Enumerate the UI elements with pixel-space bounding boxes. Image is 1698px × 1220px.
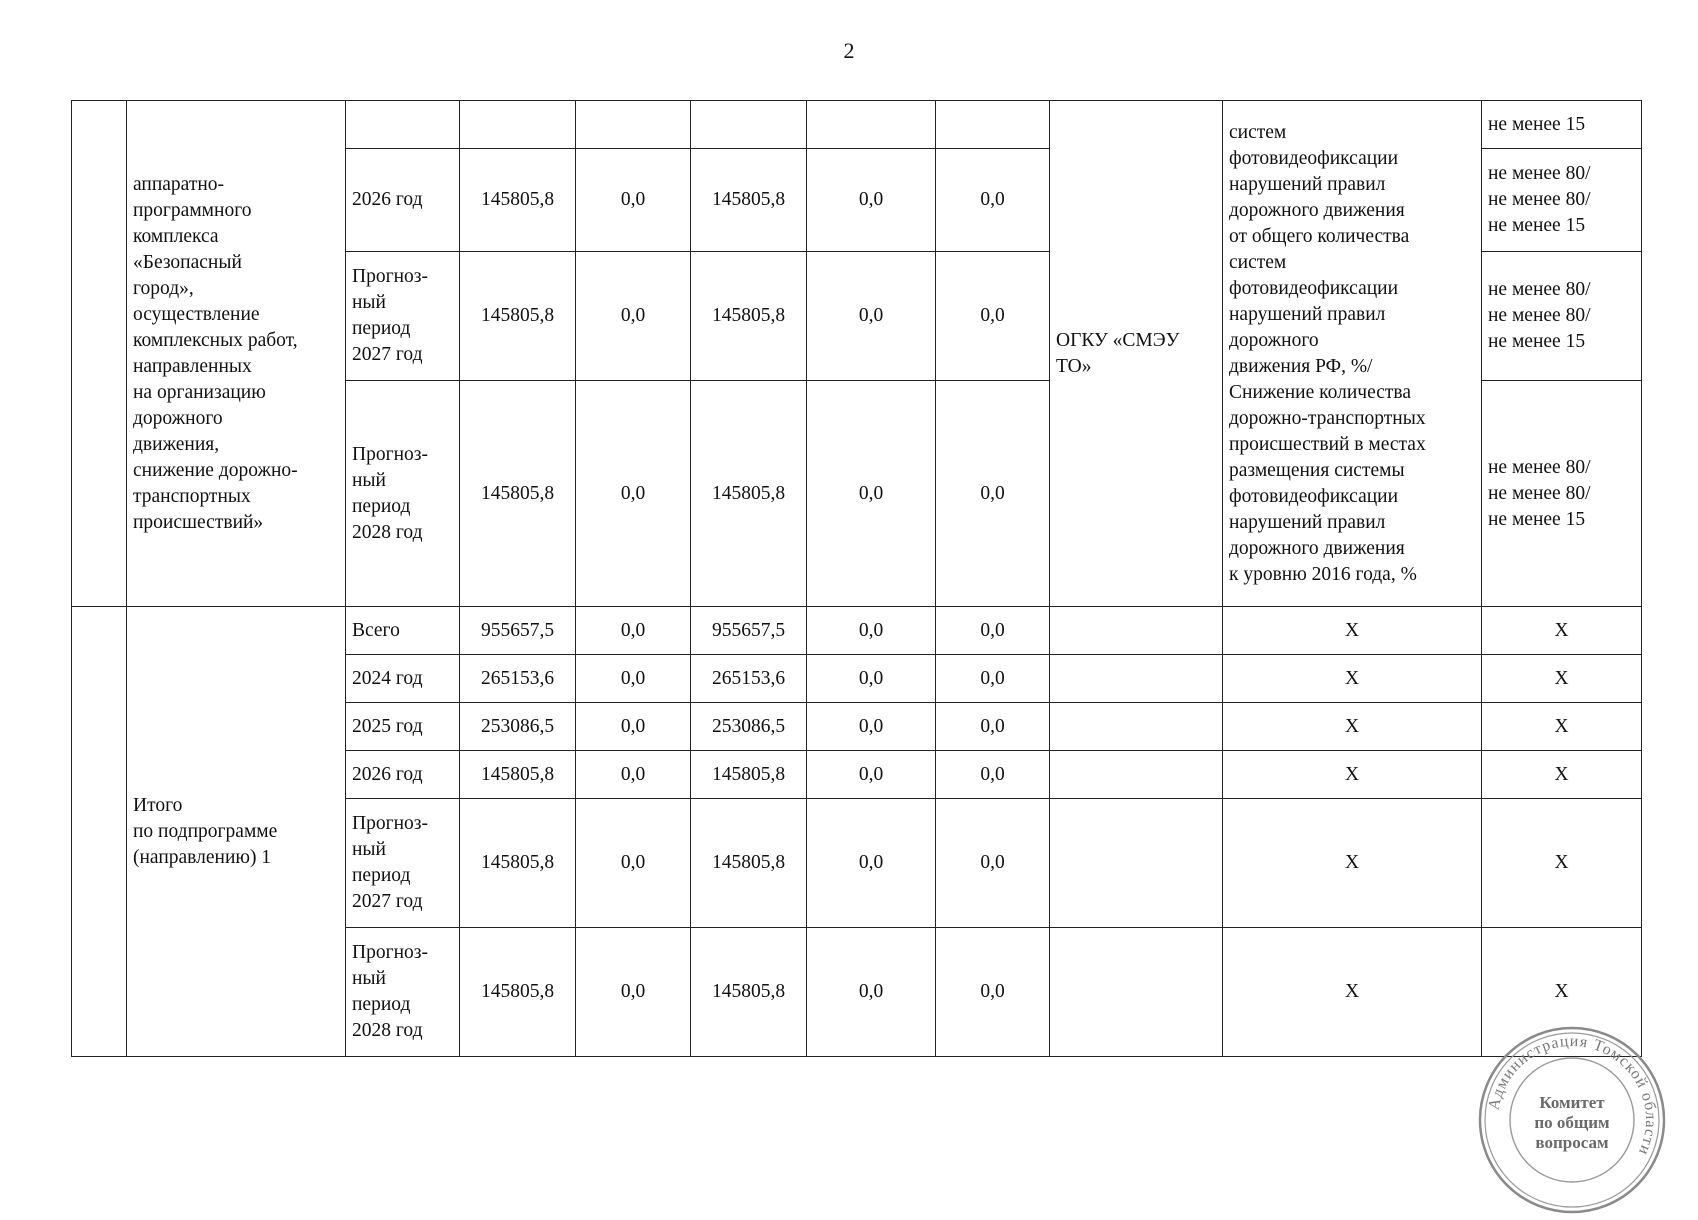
executor-cell (1050, 655, 1223, 703)
indicator-value-cell: X (1482, 607, 1642, 655)
federal-cell: 0,0 (576, 252, 691, 381)
period-cell: 2026 год (346, 149, 460, 252)
total-cell: 145805,8 (460, 149, 576, 252)
regional-cell (691, 101, 807, 149)
indicator-cell: систем фотовидеофиксации нарушений правил дорожного движения от общего количества систем фотовидеофиксации нарушений правил дорожного движения РФ, %/ Снижение количества дорожно-транспортных происшествий в местах размещения системы фотовидеофиксации нарушений правил дорожного движения к уровню 2016 года, % (1223, 101, 1482, 607)
municipal-cell: 0,0 (807, 607, 936, 655)
number-cell (72, 101, 127, 607)
period-cell: Всего (346, 607, 460, 655)
total-cell: 955657,5 (460, 607, 576, 655)
extrabudget-cell: 0,0 (936, 252, 1050, 381)
regional-cell: 955657,5 (691, 607, 807, 655)
executor-cell (1050, 928, 1223, 1057)
regional-cell: 253086,5 (691, 703, 807, 751)
regional-cell: 145805,8 (691, 799, 807, 928)
municipal-cell: 0,0 (807, 799, 936, 928)
stamp-ring-text: Администрация Томской области (1485, 1032, 1660, 1159)
period-cell: 2026 год (346, 751, 460, 799)
number-cell (72, 607, 127, 1057)
indicator-value-cell: не менее 80/ не менее 80/ не менее 15 (1482, 149, 1642, 252)
municipal-cell: 0,0 (807, 928, 936, 1057)
period-cell (346, 101, 460, 149)
total-cell (460, 101, 576, 149)
municipal-cell: 0,0 (807, 252, 936, 381)
executor-cell (1050, 799, 1223, 928)
total-cell: 145805,8 (460, 928, 576, 1057)
extrabudget-cell (936, 101, 1050, 149)
federal-cell: 0,0 (576, 703, 691, 751)
municipal-cell: 0,0 (807, 381, 936, 607)
period-cell: 2025 год (346, 703, 460, 751)
extrabudget-cell: 0,0 (936, 607, 1050, 655)
federal-cell: 0,0 (576, 149, 691, 252)
federal-cell: 0,0 (576, 381, 691, 607)
regional-cell: 265153,6 (691, 655, 807, 703)
municipal-cell: 0,0 (807, 703, 936, 751)
page-number: 2 (843, 38, 855, 63)
program-table (71, 100, 1642, 1057)
municipal-cell: 0,0 (807, 751, 936, 799)
total-cell: 145805,8 (460, 799, 576, 928)
executor-cell: ОГКУ «СМЭУ ТО» (1050, 101, 1223, 607)
indicator-cell: X (1223, 703, 1482, 751)
indicator-value-cell: X (1482, 655, 1642, 703)
regional-cell: 145805,8 (691, 149, 807, 252)
executor-cell (1050, 607, 1223, 655)
federal-cell (576, 101, 691, 149)
indicator-cell: X (1223, 799, 1482, 928)
period-cell: Прогноз- ный период 2027 год (346, 252, 460, 381)
federal-cell: 0,0 (576, 928, 691, 1057)
period-cell: Прогноз- ный период 2028 год (346, 928, 460, 1057)
total-cell: 265153,6 (460, 655, 576, 703)
federal-cell: 0,0 (576, 655, 691, 703)
indicator-value-cell: X (1482, 928, 1642, 1057)
extrabudget-cell: 0,0 (936, 381, 1050, 607)
indicator-value-cell: не менее 15 (1482, 101, 1642, 149)
total-cell: 253086,5 (460, 703, 576, 751)
table-row (72, 607, 1642, 655)
regional-cell: 145805,8 (691, 252, 807, 381)
extrabudget-cell: 0,0 (936, 703, 1050, 751)
regional-cell: 145805,8 (691, 381, 807, 607)
extrabudget-cell: 0,0 (936, 655, 1050, 703)
subtotal-label-cell: Итого по подпрограмме (направлению) 1 (127, 607, 346, 1057)
total-cell: 145805,8 (460, 751, 576, 799)
municipal-cell: 0,0 (807, 149, 936, 252)
period-cell: 2024 год (346, 655, 460, 703)
total-cell: 145805,8 (460, 252, 576, 381)
indicator-value-cell: не менее 80/ не менее 80/ не менее 15 (1482, 381, 1642, 607)
table-row (72, 101, 1642, 149)
extrabudget-cell: 0,0 (936, 799, 1050, 928)
federal-cell: 0,0 (576, 799, 691, 928)
stamp-center-text: Комитет по общим вопросам (1534, 1093, 1610, 1152)
indicator-value-cell: не менее 80/ не менее 80/ не менее 15 (1482, 252, 1642, 381)
regional-cell: 145805,8 (691, 928, 807, 1057)
federal-cell: 0,0 (576, 607, 691, 655)
executor-cell (1050, 703, 1223, 751)
indicator-value-cell: X (1482, 799, 1642, 928)
indicator-cell: X (1223, 655, 1482, 703)
period-cell: Прогноз- ный период 2027 год (346, 799, 460, 928)
indicator-cell: X (1223, 751, 1482, 799)
municipal-cell (807, 101, 936, 149)
extrabudget-cell: 0,0 (936, 928, 1050, 1057)
indicator-cell: X (1223, 928, 1482, 1057)
regional-cell: 145805,8 (691, 751, 807, 799)
total-cell: 145805,8 (460, 381, 576, 607)
indicator-cell: X (1223, 607, 1482, 655)
period-cell: Прогноз- ный период 2028 год (346, 381, 460, 607)
activity-name-cell: аппаратно- программного комплекса «Безопасный город», осуществление комплексных работ, направленных на организацию дорожного движения, снижение дорожно- транспортных происшествий» (127, 101, 346, 607)
executor-cell (1050, 751, 1223, 799)
indicator-value-cell: X (1482, 751, 1642, 799)
extrabudget-cell: 0,0 (936, 149, 1050, 252)
official-stamp (1477, 1025, 1667, 1215)
indicator-value-cell: X (1482, 703, 1642, 751)
municipal-cell: 0,0 (807, 655, 936, 703)
federal-cell: 0,0 (576, 751, 691, 799)
extrabudget-cell: 0,0 (936, 751, 1050, 799)
